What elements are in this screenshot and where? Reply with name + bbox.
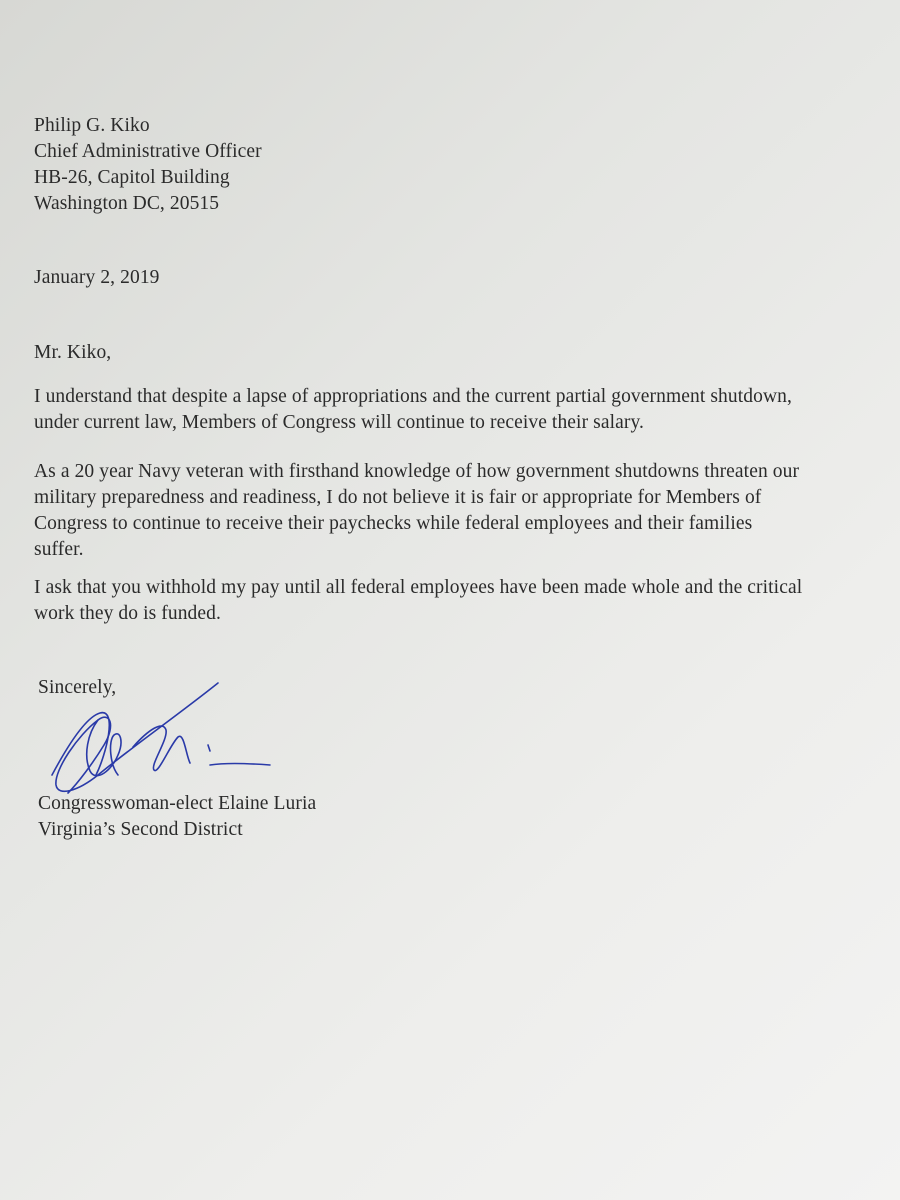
- paragraph-3: [34, 575, 802, 627]
- paragraph-3-line-2: work they do is funded.: [34, 603, 221, 624]
- paragraph-2-line-2: military preparedness and readiness, I do not believe it is fair or appropriate for Members of: [34, 487, 762, 508]
- paragraph-2-line-4: suffer.: [34, 539, 84, 560]
- closing: Sincerely,: [38, 677, 117, 698]
- letter-date: January 2, 2019: [34, 267, 160, 288]
- signer-name: Congresswoman-elect Elaine Luria: [38, 793, 317, 814]
- paragraph-3-line-1: I ask that you withhold my pay until all federal employees have been made whole and the critical: [34, 577, 803, 598]
- paragraph-2-line-1: As a 20 year Navy veteran with firsthand knowledge of how government shutdowns threaten our: [34, 461, 800, 482]
- recipient-address-line2: Washington DC, 20515: [34, 193, 220, 214]
- signature-image: [38, 675, 278, 805]
- recipient-name: Philip G. Kiko: [34, 115, 150, 136]
- salutation: Mr. Kiko,: [34, 342, 112, 363]
- paragraph-1-line-1: I understand that despite a lapse of appropriations and the current partial government shutdown,: [34, 386, 792, 407]
- signer-block: [38, 791, 316, 843]
- paragraph-2: [34, 459, 799, 563]
- recipient-title: Chief Administrative Officer: [34, 141, 262, 162]
- paragraph-1: [34, 384, 792, 436]
- paragraph-1-line-2: under current law, Members of Congress will continue to receive their salary.: [34, 412, 645, 433]
- recipient-address-line1: HB-26, Capitol Building: [34, 167, 230, 188]
- recipient-block: [34, 113, 262, 217]
- signer-district: Virginia’s Second District: [38, 819, 243, 840]
- paragraph-2-line-3: Congress to continue to receive their paychecks while federal employees and their families: [34, 513, 753, 534]
